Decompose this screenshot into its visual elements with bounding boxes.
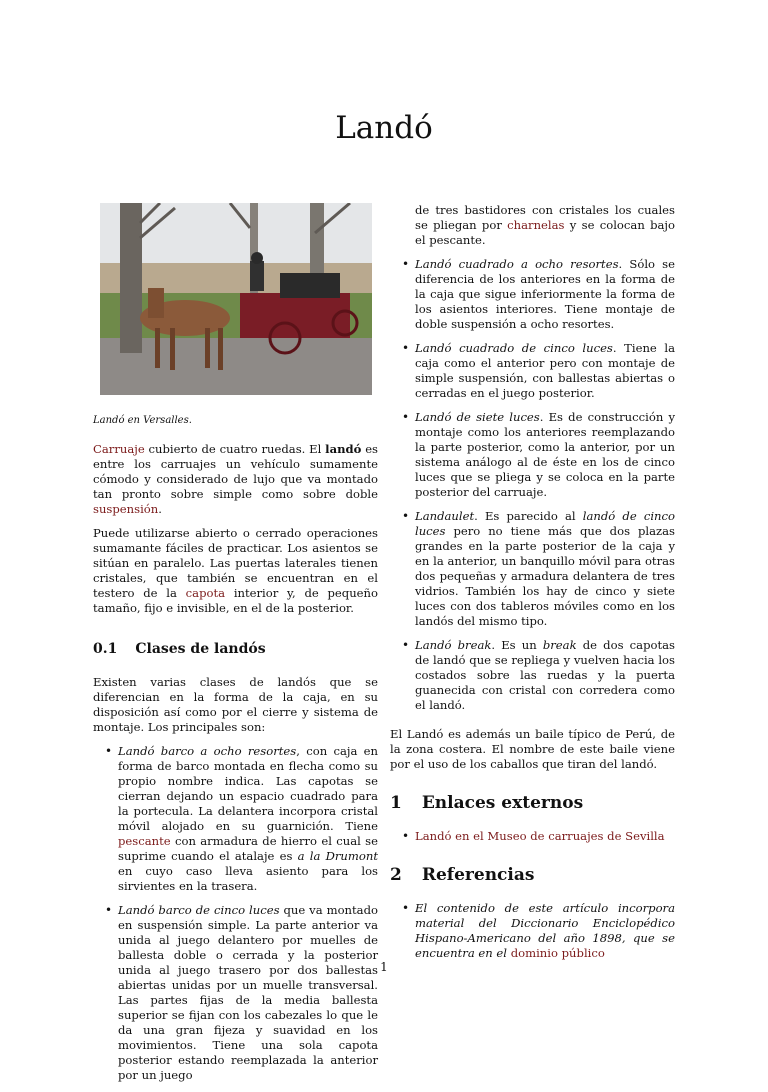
text: pero no tiene más que dos plazas grandes en la parte posterior de la caja y en la anterior, un banquillo móvil para otras dos pequeñas y armadura delantera de tres vidrios. También los hay de cinco y siete luces con dos tableros móviles como en los landós del mismo tipo. — [415, 524, 675, 628]
text: . Sólo se diferencia de los anteriores en la forma de la caja que sigue inferiormente la forma de los asientos interiores. Tiene montaje de doble suspensión a ocho resortes. — [415, 257, 675, 331]
section-title: Enlaces externos — [421, 793, 584, 813]
landau-types-list — [93, 744, 378, 1083]
link-dominio-publico[interactable]: dominio público — [510, 946, 605, 960]
text: . — [158, 502, 162, 516]
italic-term: a la Drumont — [297, 849, 378, 863]
section-heading-2 — [390, 865, 675, 885]
item-name: Landó cuadrado de cinco luces — [415, 341, 613, 355]
text: . Es parecido al — [474, 509, 583, 523]
right-column — [390, 203, 675, 970]
item-name: Landó de siete luces — [415, 410, 540, 424]
list-item — [390, 341, 675, 401]
italic-term: break — [542, 638, 577, 652]
section-intro: Existen varias clases de landós que se diferencian en la forma de la caja, en su disposición así como por el cierre y sistema de montaje. Los principales son: — [93, 675, 378, 734]
section-heading-0-1 — [93, 642, 378, 657]
list-item — [390, 509, 675, 629]
link-museo-carruajes[interactable]: Landó en el Museo de carruajes de Sevilla — [415, 829, 665, 843]
list-item — [390, 638, 675, 713]
list-item — [390, 901, 675, 961]
intro-paragraph-1 — [93, 442, 378, 517]
text: , con caja en forma de barco montada en flecha como su propio nombre indica. Las capotas se cierran dejando un espacio cuadrado para la portecula. La delantera incorpora cristal móvil alojado en su guarnición. Tiene — [118, 744, 379, 833]
item-name: Landaulet — [415, 509, 475, 523]
text: cubierto de cuatro ruedas. El — [144, 442, 326, 456]
section-number: 2 — [390, 865, 402, 885]
list-item — [93, 903, 378, 1083]
link-carruaje[interactable]: Carruaje — [93, 442, 145, 456]
closing-paragraph: El Landó es además un baile típico de Perú, de la zona costera. El nombre de este baile viene por el uso de los caballos que tiran del landó. — [390, 727, 675, 771]
text: de dos capotas de landó que se repliega y vuelven hacia los costados sobre las ruedas y la puerta guanecida con cristal con corredera como el landó. — [415, 638, 675, 712]
list-item — [93, 744, 378, 894]
intro-paragraph-2 — [93, 526, 378, 616]
external-links-list — [390, 829, 675, 844]
link-suspension[interactable]: suspensión — [93, 502, 159, 516]
section-number: 0.1 — [93, 641, 118, 657]
landau-types-list-continued — [390, 203, 675, 713]
item-name: Landó barco de cinco luces — [118, 903, 280, 917]
text: que va montado en suspensión simple. La parte anterior va unida al juego delantero por muelles de ballesta doble o cerrada y la posterior unida al juego trasero por dos ballestas abiertas unidas por un muelle transversal. Las partes fijas de la media ballesta superior se fijan con los cabezales lo que le da una gran fijeza y suavidad en los movimientos. Tiene una sola capota posterior estando reemplazada la anterior por un juego — [118, 903, 378, 1082]
text: . Es un — [491, 638, 543, 652]
text: Puede utilizarse abierto o cerrado operaciones sumamante fáciles de practicar. Los asientos se sitúan en paralelo. Las puertas laterales tienen cristales, que también se encuentran en el testero de la — [93, 526, 378, 600]
section-title: Referencias — [421, 865, 535, 885]
text: de tres bastidores con cristales los cuales se pliegan por — [415, 203, 675, 232]
list-item — [390, 257, 675, 332]
item-name: Landó cuadrado a ocho resortes — [415, 257, 619, 271]
bold-term: landó — [325, 442, 362, 456]
text: y se colocan bajo el pescante. — [415, 218, 676, 247]
text: . Tiene la caja como el anterior pero con montaje de simple suspensión, con ballestas abiertas o cerradas en el juego posterior. — [415, 341, 675, 400]
text: interior y, de pequeño tamaño, fijo e invisible, en el de la posterior. — [93, 586, 378, 615]
text: . Es de construcción y montaje como los anteriores reemplazando la parte posterior, como la anterior, por un sistema análogo al de éste en los de cinco luces que se pliega y se coloca en la parte posterior del carruaje. — [415, 410, 675, 499]
text: es entre los carruajes un vehículo sumamente cómodo y considerado de lujo que va montado tan pronto sobre simple como sobre doble — [93, 442, 379, 501]
link-capota[interactable]: capota — [185, 586, 226, 600]
section-number: 1 — [390, 793, 402, 813]
page-title: Landó — [335, 110, 433, 146]
item-name: Landó barco a ocho resortes — [118, 744, 297, 758]
text: en cuyo caso lleva asiento para los sirvientes en la trasera. — [118, 864, 378, 893]
carriage-photo — [100, 203, 372, 395]
section-title: Clases de landós — [135, 641, 266, 657]
text: con armadura de hierro el cual se suprime cuando el atalaje es — [118, 834, 378, 863]
link-charnelas[interactable]: charnelas — [507, 218, 565, 232]
left-column — [93, 203, 378, 1092]
italic-term: landó de cinco luces — [415, 509, 675, 538]
list-item — [390, 410, 675, 500]
page-number: 1 — [380, 960, 388, 974]
figure-caption: Landó en Versalles. — [93, 415, 192, 426]
list-item-continuation — [390, 203, 675, 248]
references-list — [390, 901, 675, 961]
reference-text: El contenido de este artículo incorpora material del Diccionario Enciclopédico Hispano-Americano del año 1898, que se encuentra en el — [415, 901, 675, 960]
item-name: Landó break — [415, 638, 492, 652]
link-pescante[interactable]: pescante — [118, 834, 171, 848]
section-heading-1 — [390, 793, 675, 813]
list-item — [390, 829, 675, 844]
